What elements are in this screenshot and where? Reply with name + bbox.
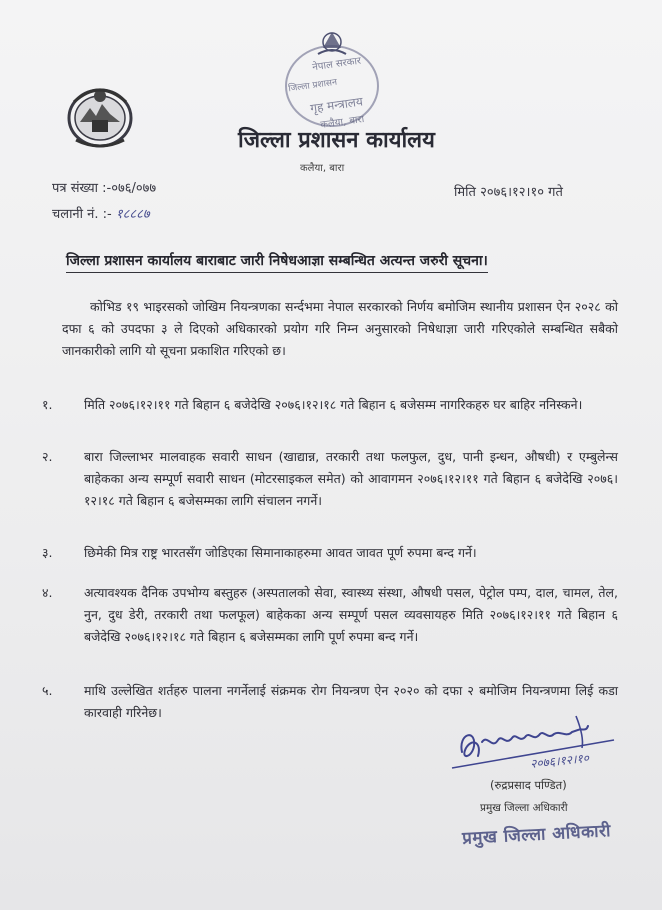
designation-stamp: प्रमुख जिल्ला अधिकारी [461,821,612,849]
seal-text-line4: कलैया, बारा [319,113,365,132]
item-text: अत्यावश्यक दैनिक उपभोग्य बस्तुहरु (अस्पतालको सेवा, स्वास्थ्य संस्था, औषधी पसल, पेट्रोल पम्प, दाल, चामल, तेल, नुन, दुध डेरी, तरकारी तथा फलफूल) बाहेकका अन्य सम्पूर्ण पसल व्यवसायहरु मिति २०७६।१२।११ गते बिहान ६ बजेदेखि २०७६।१२।१८ गते बिहान ६ बजेसम्मका लागि पूर्ण रुपमा बन्द गर्ने। [84,585,618,644]
notice-item [42,582,618,648]
item-number: २. [42,449,53,464]
letter-date [454,182,563,200]
signatory-name: (रुद्रप्रसाद पण्डित) [490,778,567,792]
seal-text-line1: नेपाल सरकार [311,55,362,74]
intro-paragraph: कोभिड १९ भाइरसको जोखिम नियन्त्रणका सर्न्दभमा नेपाल सरकारको निर्णय बमोजिम स्थानीय प्रशासन ऐन २०२८ को दफा ६ को उपदफा ३ ले दिएको अधिकारको प्रयोग गरि निम्न अनुसारको निषेधाज्ञा जारी गरिएकोले सम्बन्धित सबैको जानकारीको लागि यो सूचना प्रकाशित गरिएको छ। [62,299,618,358]
date-label: मिति [454,185,476,200]
signature-date: २०७६।१२।१० [529,750,590,772]
date-suffix: गते [548,185,563,200]
item-text: मिति २०७६।१२।११ गते बिहान ६ बजेदेखि २०७६।१२।१८ गते बिहान ६ बजेसम्म नागरिकहरु घर बाहिर ननिस्कने। [84,397,583,412]
date-value: २०७६।१२।१० [480,185,544,200]
subject-line [66,250,606,273]
dispatch-value: १८८८७ [115,207,150,222]
item-text: माथि उल्लेखित शर्तहरु पालना नगर्नेलाई संक्रमक रोग नियन्त्रण ऐन २०२० को दफा २ बमोजिम नियन्त्रणमा लिई कडा कारवाही गरिनेछ। [84,683,618,720]
item-number: १. [42,397,53,412]
office-location: कलैया, बारा [300,163,345,174]
seal-text-line3: जिल्ला प्रशासन [287,77,338,95]
office-title: जिल्ला प्रशासन कार्यालय [238,128,435,153]
notice-item [42,446,618,512]
item-text: छिमेकी मित्र राष्ट्र भारतसँग जोडिएका सिमानाकाहरुमा आवत जावत पूर्ण रुपमा बन्द गर्ने। [84,545,477,560]
reference-number [52,178,156,196]
nepal-government-emblem-icon [66,82,134,150]
item-number: ३. [42,545,53,560]
dispatch-number [52,204,150,222]
subject-text: जिल्ला प्रशासन कार्यालय बाराबाट जारी निषेधआज्ञा सम्बन्धित अत्यन्त जरुरी सूचना। [66,251,488,273]
reference-label: पत्र संख्या :- [52,181,112,196]
reference-value: ०७६/०७७ [111,181,157,196]
dispatch-label: चलानी नं. :- [52,207,112,222]
notice-item [42,394,618,416]
signatory-designation: प्रमुख जिल्ला अधिकारी [480,802,568,814]
government-seal [278,26,386,134]
seal-text-line2: गृह मन्त्रालय [309,94,364,116]
item-text: बारा जिल्लाभर मालवाहक सवारी साधन (खाद्यान्न, तरकारी तथा फलफुल, दुध, पानी इन्धन, औषधी) र एम्बुलेन्स बाहेकका अन्य सम्पूर्ण सवारी साधन (मोटरसाइकल समेत) को आवागमन २०७६।१२।११ गते बिहान ६ बजेदेखि २०७६।१२।१८ गते बिहान ६ बजेसम्मका लागि संचालन नगर्ने। [84,449,618,508]
item-number: ४. [42,585,53,600]
notice-item [42,542,618,564]
item-number: ५. [42,683,53,698]
